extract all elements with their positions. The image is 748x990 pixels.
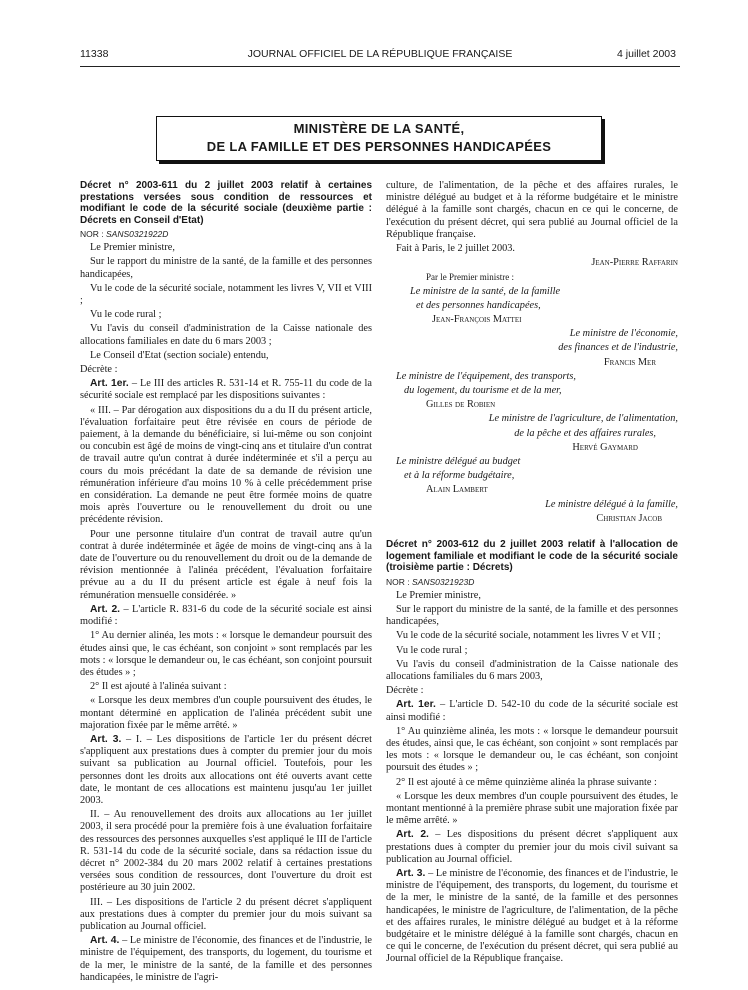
nor-label: NOR : [386,576,410,587]
par-premier-ministre: Par le Premier ministre : [426,272,514,283]
article-3 [386,868,678,966]
visa: Vu l'avis du conseil d'administration de la Caisse nationale des allocations familiales du 6 mars 2003, [386,658,678,682]
nor-label: NOR : [80,229,104,239]
visa: Le Premier ministre, [90,242,175,254]
article-2 [386,829,678,866]
paragraph: « III. – Par dérogation aux dispositions du a du II du présent article, l'évaluation forfaitaire peut être révisée en cours de période de paiement, à la demande du bénéficiaire, si lui-même ou son conjoint ou concubin est âgé de moins de vingt-cinq ans et titulaire d'un contrat de travail autre qu'un contrat à durée indéterminée et s'il a perçu au cours du mois précédant la date de sa demande de révision une rémunération inférieure d'au moins 10 % à celle précédemment prise en considération. La demande ne peut être formée moins de quatre mois après l'ouverture ou le renouvellement du droit ou une précédente révision. [80,404,372,526]
signature-name: Francis Mer [603,356,656,368]
signature-role: des finances et de l'industrie, [558,342,678,354]
paragraph: 1° Au dernier alinéa, les mots : « lorsque le demandeur poursuit des études ainsi que, le cas échéant, son conjoint » sont remplacés par les mots : « lorsque le demandeur ou, le cas échéant, son conjoint poursuit des études » ; [80,630,372,678]
paragraph: 1° Au quinzième alinéa, les mots : « lorsque le demandeur poursuit des études, ainsi que, le cas échéant, son conjoint » sont remplacés par les mots : « lorsque le demandeur ou, le cas échéant, son conjoint poursuit des études » ; [386,725,678,774]
fait-a-paris: Fait à Paris, le 2 juillet 2003. [396,243,515,255]
visa: Sur le rapport du ministre de la santé, de la famille et des personnes handicapées, [386,603,678,628]
issue-date: 4 juillet 2003 [617,48,676,60]
article-label: Art. 1er. [90,378,129,390]
signature-role: Le ministre de la santé, de la famille [410,285,561,297]
signature-role: Le ministre délégué au budget [396,456,521,468]
article-4 [80,935,372,984]
nor-reference [80,228,372,240]
visa: Vu l'avis du conseil d'administration de la Caisse nationale des allocations familiales en date du 6 mars 2003 ; [80,323,372,347]
signature-name: Alain Lambert [426,484,488,496]
signature-role: Le ministre de l'agriculture, de l'alimentation, [488,413,678,425]
page-number: 11338 [80,48,109,60]
right-column [386,180,678,968]
decree-title-611: Décret n° 2003-611 du 2 juillet 2003 relatif à certaines prestations versées sous condition de ressources et modifiant le code de la sécurité sociale (deuxième partie : Décrets en Conseil d'Etat) [80,180,372,226]
ministry-heading [156,116,602,161]
signature-role: de la pêche et des affaires rurales, [514,427,656,439]
article-text: – I. – Les dispositions de l'article 1er du présent décret s'appliquent aux prestations dues à compter du premier jour du mois suivant sa publication au Journal officiel. Toutefois, pour les personnes dont les droits aux allocations ont été ouverts avant cette date, le montant de ces allocations est maintenu jusqu'au 1er juillet 2003. [80,733,372,806]
decrete-label: Décrète : [386,685,424,697]
article-label: Art. 4. [90,935,120,947]
article-text: – L'article R. 831-6 du code de la sécurité sociale est ainsi modifié : [80,603,373,628]
signature-name: Jean-Pierre Raffarin [591,257,678,269]
visa: Vu le code de la sécurité sociale, notamment les livres V et VII ; [396,630,661,642]
visa: Le Premier ministre, [396,589,481,601]
journal-title: JOURNAL OFFICIEL DE LA RÉPUBLIQUE FRANÇAISE [247,48,513,60]
article-text: – L'article D. 542-10 du code de la sécurité sociale est ainsi modifié : [386,699,678,723]
paragraph: II. – Au renouvellement des droits aux allocations au 1er juillet 2003, il sera procédé pour la première fois à une évaluation forfaitaire des ressources des personnes auxquelles s'est appliqué le III de l'article R. 531-14 du code de la sécurité sociale, dans sa rédaction issue du décret n° 2002-384 du 20 mars 2002 relatif à certaines prestations versées sous condition de ressources, dont l'ouverture du droit est postérieure au 30 juin 2002. [80,809,372,894]
nor-code: SANS0321923D [412,576,475,587]
nor-reference [386,576,678,588]
signature-role: du logement, du tourisme et de la mer, [404,385,562,397]
signature-role: et à la réforme budgétaire, [404,470,515,482]
paragraph: « Lorsque les deux membres d'un couple poursuivent des études, le montant mentionné à la première phrase subit une majoration fixée par le même arrêté. » [386,790,678,827]
ministry-line-1: MINISTÈRE DE LA SANTÉ, [293,121,465,136]
article-3 [80,734,372,807]
article-text: – Le III des articles R. 531-14 et R. 755-11 du code de la sécurité sociale est remplacé par les dispositions suivantes : [80,378,372,402]
signature-name: Hervé Gaymard [572,441,638,453]
nor-code: SANS0321922D [106,229,169,239]
visa: Sur le rapport du ministre de la santé, de la famille et des personnes handicapées, [80,256,372,280]
article-label: Art. 3. [90,733,122,745]
article-label: Art. 2. [396,829,429,841]
signature-name: Jean-François Mattei [432,314,522,326]
left-column [80,180,372,986]
article-1 [386,699,678,723]
signature-name: Gilles de Robien [426,399,496,411]
signature-role: et des personnes handicapées, [416,299,541,311]
visa: Vu le code rural ; [90,309,162,321]
visa: Vu le code de la sécurité sociale, notamment les livres V, VII et VIII ; [80,282,372,307]
article-label: Art. 1er. [396,699,436,711]
signature-role: Le ministre de l'équipement, des transports, [396,370,576,382]
visa: Le Conseil d'Etat (section sociale) entendu, [90,349,269,361]
paragraph: Pour une personne titulaire d'un contrat de travail autre qu'un contrat à durée indéterminée et âgée de moins de vingt-cinq ans à la date de l'ouverture ou du renouvellement du droit ou de la demande de révision mentionnée à l'alinéa précédent, l'évaluation forfaitaire prévue au a du II du présent article est égale à neuf fois la rémunération mensuelle considérée. » [80,528,372,601]
paragraph: III. – Les dispositions de l'article 2 du présent décret s'appliquent aux prestations dues à compter du premier jour du mois suivant sa publication au Journal officiel. [80,896,372,932]
article-label: Art. 2. [90,603,121,615]
article-2 [80,604,372,628]
page-header [80,48,680,64]
article-text: – Les dispositions du présent décret s'appliquent aux prestations dues à compter du premier jour du mois civil suivant sa publication au Journal officiel. [386,829,678,865]
header-rule [80,66,680,67]
decrete-label: Décrète : [80,364,118,376]
article-text: – Le ministre de l'économie, des finances et de l'industrie, le ministre de l'équipement, des transports, du logement, du tourisme et de la mer, le ministre de la santé, de la famille et des personnes handicapées, le ministre de l'agriculture, de l'alimentation, de la pêche et des affaires rurales, le ministre délégué au budget et à la réforme budgétaire et le ministre délégué à la famille sont chargés, chacun en ce qui le concerne, de l'exécution du présent décret, qui sera publié au Journal officiel de la République française. [386,868,679,965]
ministry-line-2: DE LA FAMILLE ET DES PERSONNES HANDICAPÉES [206,139,552,154]
signature-role: Le ministre de l'économie, [569,328,678,340]
paragraph: 2° Il est ajouté à ce même quinzième alinéa la phrase suivante : [396,776,657,788]
article-1 [80,378,372,402]
decree-title-612: Décret n° 2003-612 du 2 juillet 2003 relatif à l'allocation de logement familiale et modifiant le code de la sécurité sociale (troisième partie : Décrets) [386,539,678,574]
article-label: Art. 3. [396,868,426,880]
visa: Vu le code rural ; [396,644,468,656]
paragraph: culture, de l'alimentation, de la pêche et des affaires rurales, le ministre délégué au budget et à la réforme budgétaire et le ministre délégué à la famille sont chargés, chacun en ce qui le concerne, de l'exécution du présent décret, qui sera publié au Journal officiel de la République française. [386,180,678,240]
article-text: – Le ministre de l'économie, des finances et de l'industrie, le ministre de l'équipement, des transports, du logement, du tourisme et de la mer, le ministre de la santé, de la famille et des personnes handicapées, le ministre de l'agri- [80,935,373,983]
paragraph: « Lorsque les deux membres d'un couple poursuivent des études, le montant déterminé en application de l'alinéa précédent subit une majoration fixée par le même arrêté. » [80,695,372,731]
paragraph: 2° Il est ajouté à l'alinéa suivant : [90,681,227,693]
signature-name: Christian Jacob [596,512,662,524]
signature-role: Le ministre délégué à la famille, [545,498,678,510]
